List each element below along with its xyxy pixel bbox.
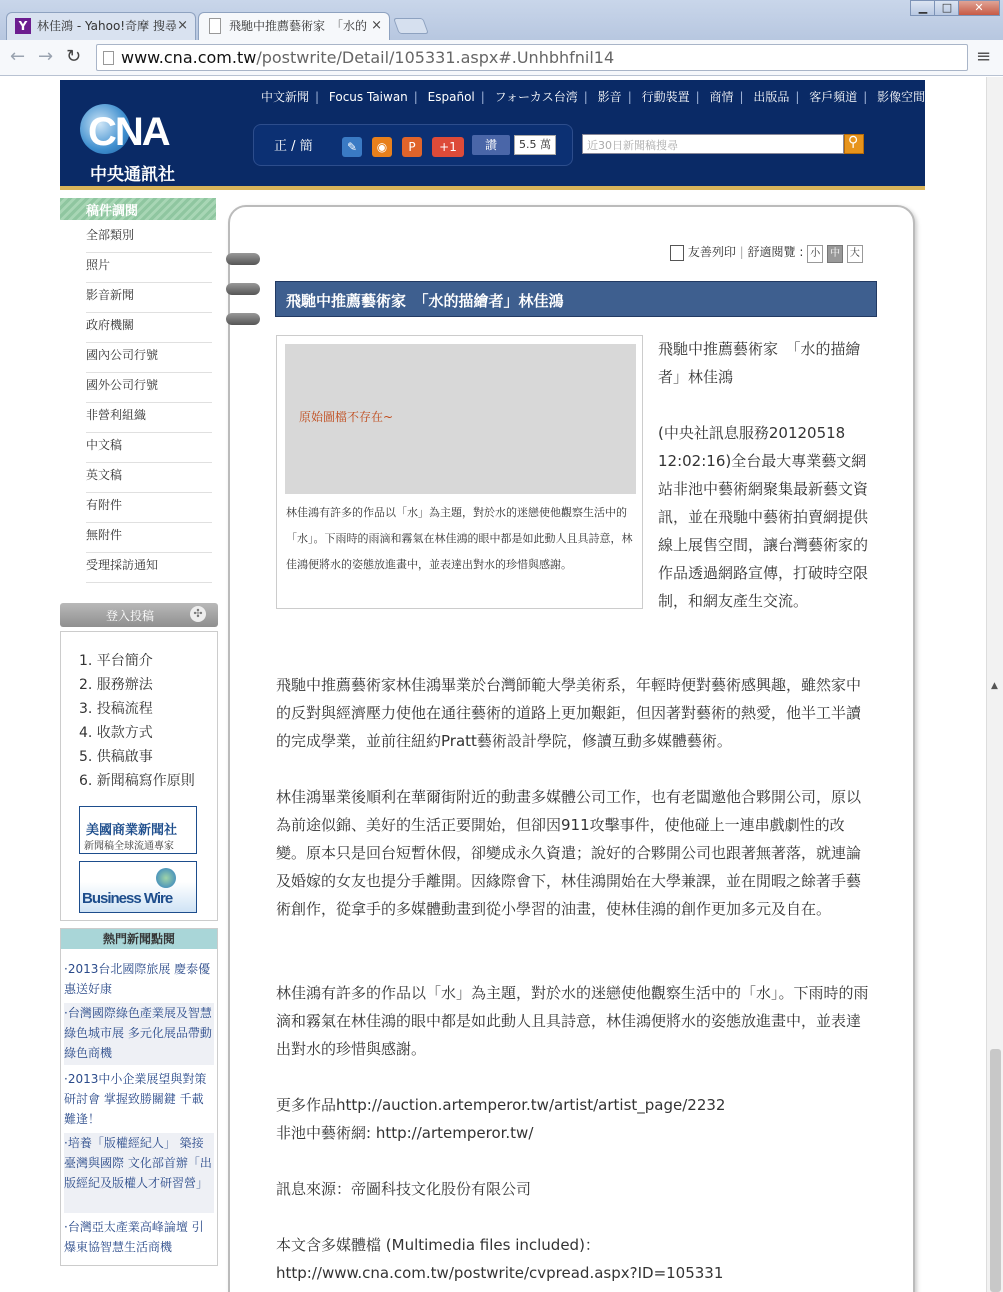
close-window-button[interactable]: ✕ [958,0,1000,16]
yahoo-icon: Y [15,18,31,34]
category-title: 稿件調閱 [86,204,139,219]
info-link-writing-guide[interactable]: 6. 新聞稿寫作原則 [79,773,195,789]
login-submit-button[interactable] [60,603,218,627]
web-page [0,77,986,1292]
more-works-link[interactable]: 更多作品http://auction.artemperor.tw/artist/artist_page/2232 [276,1096,726,1114]
tool-strip [253,124,573,166]
font-size-label: 舒適閱覽 : [747,245,804,259]
banner-title: 美國商業新聞社 [86,823,178,838]
minimize-button[interactable]: ▁ [910,0,936,16]
sidebar-item-foreign-companies[interactable]: 國外公司行號 [86,373,212,403]
gplus-icon[interactable]: +1 [432,137,464,157]
page-icon [209,18,221,34]
scrollbar[interactable] [986,77,1003,1292]
binder-ring [226,313,260,325]
info-link-payment[interactable]: 4. 收款方式 [79,725,153,741]
scrollbar-thumb[interactable] [990,1049,1001,1292]
article-title: 飛馳中推薦藝術家 「水的描繪者」林佳鴻 [286,292,564,310]
like-button[interactable]: 讚 [472,135,510,155]
article-paragraph: 飛馳中推薦藝術家林佳鴻畢業於台灣師範大學美術系，年輕時便對藝術感興趣，雖然家中的反對與經濟壓力使他在通往藝術的道路上更加艱鉅，但因著對藝術的熱愛，他半工半讀的完成學業，並前往紐約Pratt藝術設計學院，修讀互動多媒體藝術。 [276,676,862,750]
article-lead [658,335,874,615]
nav-link[interactable]: Focus Taiwan [328,90,408,104]
nav-link[interactable]: 客戶頻道 [809,90,858,104]
sidebar-item-all[interactable]: 全部類別 [86,223,212,253]
binder-ring [226,283,260,295]
multimedia-line: 本文含多媒體檔 (Multimedia files included)： [276,1236,600,1254]
search-input[interactable] [582,134,844,154]
search-icon[interactable]: ⚲ [844,134,864,154]
url-text[interactable]: www.cna.com.tw/postwrite/Detail/105331.aspx#.Unhbhfnil14 [121,48,615,67]
info-link-service[interactable]: 2. 服務辦法 [79,677,153,693]
sidebar-item-with-attachments[interactable]: 有附件 [86,493,212,523]
language-toggle[interactable]: 正 / 簡 [274,139,313,154]
sidebar-item-photos[interactable]: 照片 [86,253,212,283]
globe-icon [156,868,176,888]
banner-us-business-news[interactable] [79,806,197,854]
info-link-process[interactable]: 3. 投稿流程 [79,701,153,717]
nav-link[interactable]: フォーカス台湾 [494,90,578,104]
logo-subtitle: 中央通訊社 [90,165,175,185]
category-header [60,198,216,220]
article-tools: 友善列印 | 舒適閱覽 : 小 中 大 [670,243,863,263]
lead-body: (中央社訊息服務20120518 12:02:16)全台最大專業藝文網站非池中藝術網聚集最新藝文資訊，並在飛馳中藝術拍賣網提供線上展售空間，讓台灣藝術家的作品透過網路宣傳，打破時空限制，和網友產生交流。 [658,424,869,610]
info-box [60,631,218,921]
image-missing-text: 原始圖檔不存在~ [299,410,394,424]
sidebar-item-chinese[interactable]: 中文稿 [86,433,212,463]
cna-logo[interactable] [80,104,200,185]
font-medium-button[interactable]: 中 [827,245,843,263]
font-small-button[interactable]: 小 [807,245,823,263]
banner-text: Business Wire [82,890,173,907]
info-link-notice[interactable]: 5. 供稿啟事 [79,749,153,765]
sidebar-item-government[interactable]: 政府機關 [86,313,212,343]
site-header [60,80,925,190]
close-icon[interactable]: × [371,18,382,33]
rss-icon[interactable]: ◉ [372,137,392,157]
print-link[interactable]: 友善列印 [687,245,736,259]
tab-yahoo[interactable] [6,12,196,40]
binder-ring [226,253,260,265]
banner-subtitle: 新聞稿全球流通專家 [84,841,174,852]
hot-news-item[interactable]: ·培養「版權經紀人」 築接臺灣與國際 文化部首辦「出版經紀及版權人才研習營」 [64,1133,214,1213]
print-icon [670,245,684,261]
multimedia-link[interactable]: http://www.cna.com.tw/postwrite/cvpread.aspx?ID=105331 [276,1264,724,1282]
plurk-icon[interactable]: P [402,137,422,157]
menu-icon[interactable]: ≡ [976,46,992,67]
nav-link[interactable]: 中文新聞 [261,90,310,104]
nav-link[interactable]: Español [427,90,475,104]
wrench-icon[interactable]: ✎ [342,137,362,157]
nav-link[interactable]: 影音 [597,90,622,104]
forward-arrow-icon[interactable]: → [38,46,54,67]
hot-news-box [60,928,218,1266]
address-bar[interactable] [96,44,968,71]
close-icon[interactable]: × [177,18,188,33]
lead-title: 飛馳中推薦藝術家 「水的描繪者」林佳鴻 [658,340,861,386]
new-tab-button[interactable] [393,18,429,34]
title-bar [0,0,1003,40]
article-paragraph: 林佳鴻有許多的作品以「水」為主題，對於水的迷戀使他觀察生活中的「水」。下雨時的雨滴和霧氣在林佳鴻的眼中都是如此動人且具詩意，林佳鴻便將水的姿態放進畫中，並表達出對水的珍惜與感謝。 [276,984,869,1058]
search-placeholder: 近30日新聞稿搜尋 [587,139,678,152]
like-count: 5.5 萬 [514,135,556,155]
image-caption: 林佳鴻有許多的作品以「水」為主題，對於水的迷戀使他觀察生活中的「水」。下雨時的雨滴和霧氣在林佳鴻的眼中都是如此動人且具詩意，林佳鴻便將水的姿態放進畫中，並表達出對水的珍惜與感謝。 [286,506,633,571]
arrows-icon: ✣ [190,606,206,622]
sidebar-item-video-news[interactable]: 影音新聞 [86,283,212,313]
scroll-up-icon[interactable]: ▲ [991,681,998,691]
hot-news-item[interactable]: ·2013台北國際旅展 慶泰優惠送好康 [64,962,211,996]
sidebar-item-interview-notice[interactable]: 受理採訪通知 [86,553,212,583]
hot-news-title: 熱門新聞點閱 [61,929,217,949]
article-image [285,344,636,494]
sidebar-item-english[interactable]: 英文稿 [86,463,212,493]
top-nav: 中文新聞 | Focus Taiwan | Español | フォーカス台湾 | 影音 | 行動裝置 | 商情 | 出版品 | 客戶頻道 | 影像空間 [258,88,928,105]
maximize-button[interactable]: □ [934,0,960,16]
info-link-intro[interactable]: 1. 平台簡介 [79,653,153,669]
tab-label: 飛馳中推薦藝術家 「水的 [229,19,368,33]
tab-label: 林佳鴻 - Yahoo!奇摩 搜尋 [37,19,177,33]
article-paragraph: 林佳鴻畢業後順利在華爾街附近的動畫多媒體公司工作，也有老闆邀他合夥開公司，原以為前途似錦、美好的生活正要開始，但卻因911攻擊事件，使他碰上一連串戲劇性的改變。原本只是回台短暫休假，卻變成永久資遣；說好的合夥開公司也跟著無著落，就連論及婚嫁的女友也提分手離開。因緣際會下，林佳鴻開始在大學兼課，並在閒暇之餘著手藝術創作，從拿手的多媒體動畫到從小學習的油畫，使林佳鴻的創作更加多元及自在。 [276,788,862,918]
hot-news-item[interactable]: ·台灣亞太產業高峰論壇 引爆東協智慧生活商機 [64,1220,204,1254]
sidebar-item-nonprofit[interactable]: 非營利組織 [86,403,212,433]
nav-link[interactable]: 商情 [709,90,734,104]
hot-news-item[interactable]: ·台灣國際綠色產業展及智慧綠色城市展 多元化展品帶動綠色商機 [64,1003,214,1065]
browser-chrome [0,0,1003,76]
article-title-bar [275,281,877,317]
font-large-button[interactable]: 大 [847,245,863,263]
nav-link[interactable]: 影像空間 [877,90,926,104]
tab-cna[interactable] [198,12,390,40]
page-icon [103,51,114,65]
banner-business-wire[interactable] [79,861,197,913]
sidebar-item-no-attachments[interactable]: 無附件 [86,523,212,553]
back-arrow-icon[interactable]: ← [10,46,26,67]
site-link[interactable]: 非池中藝術網: http://artemperor.tw/ [276,1124,534,1142]
reload-icon[interactable]: ↻ [66,46,82,67]
hot-news-item[interactable]: ·2013中小企業展望與對策研討會 掌握致勝關鍵 千載難逢！ [64,1072,207,1126]
sidebar-item-domestic-companies[interactable]: 國內公司行號 [86,343,212,373]
login-label: 登入投稿 [106,609,155,623]
facebook-like[interactable] [472,135,556,155]
source-line: 訊息來源：帝圖科技文化股份有限公司 [276,1180,532,1198]
figure-box [276,335,643,609]
logo-text: CNA [88,110,169,154]
nav-link[interactable]: 出版品 [753,90,790,104]
nav-link[interactable]: 行動裝置 [641,90,690,104]
